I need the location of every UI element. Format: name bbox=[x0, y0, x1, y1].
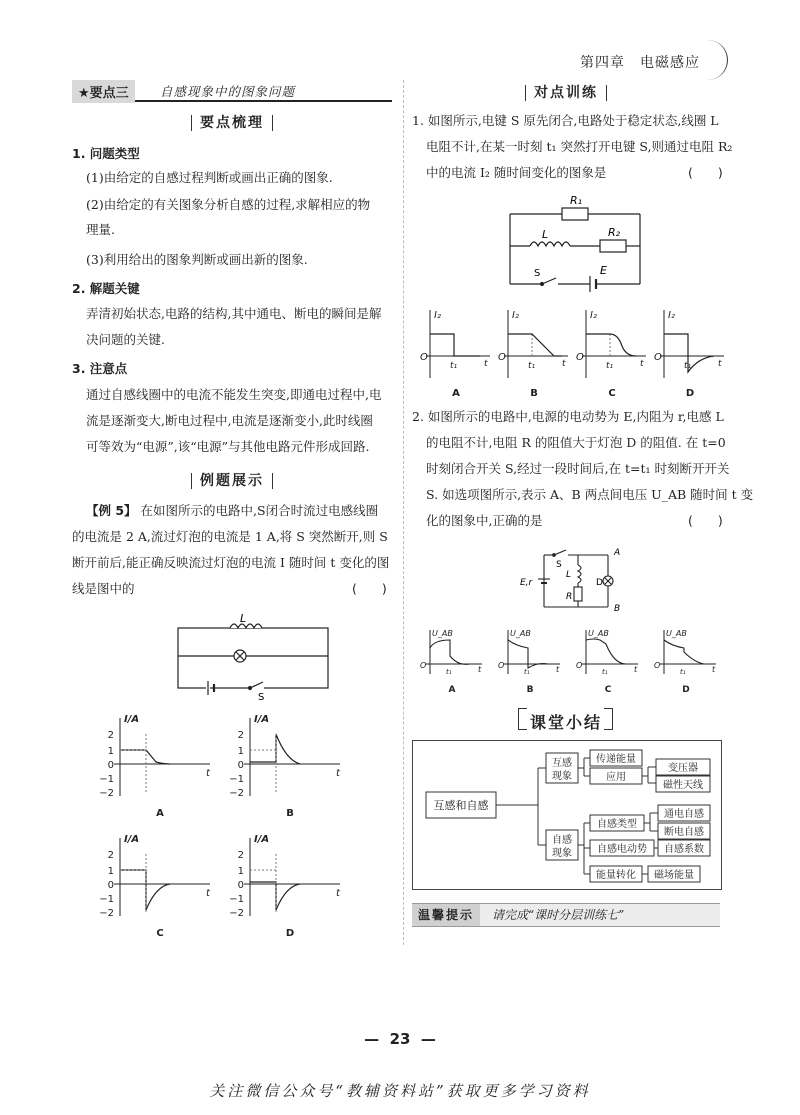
q2-graph-option: C bbox=[604, 685, 612, 695]
q2-graph-t1: t₁ bbox=[602, 668, 608, 676]
example-graph-tick: −1 bbox=[99, 894, 114, 905]
mindmap-b1-app2: 磁性天线 bbox=[663, 780, 703, 791]
example-graph-D bbox=[229, 834, 341, 939]
item-3-line-2: 流是逐渐变大,断电过程中,电流是逐渐变小,此时线圈 bbox=[86, 413, 373, 428]
q2-graph-ylabel: U_AB bbox=[666, 629, 687, 638]
practice-heading-text: 对点训练 bbox=[525, 85, 607, 101]
q1-circuit-S: S bbox=[534, 268, 541, 279]
q2-graph-ylabel: U_AB bbox=[588, 629, 609, 638]
mindmap-b2-item3: 能量转化 bbox=[596, 870, 636, 881]
example-graph-tick: 1 bbox=[107, 746, 114, 757]
item-3-line-3: 可等效为“电源”,该“电源”与其他电路元件形成回路. bbox=[86, 439, 370, 454]
mindmap-b2-energy: 磁场能量 bbox=[654, 870, 694, 881]
mindmap-b2-item2: 自感电动势 bbox=[597, 844, 647, 855]
example-graph-tick: 1 bbox=[107, 866, 114, 877]
example-line-3: 断开前后,能正确反映流过灯泡的电流 I 随时间 t 变化的图 bbox=[72, 555, 390, 570]
example-graphs bbox=[100, 712, 400, 942]
example-graph-tick: −1 bbox=[99, 774, 114, 785]
q1-graph-option: B bbox=[530, 388, 538, 399]
example-graph-C bbox=[99, 834, 211, 939]
q1-circuit-R1: R₁ bbox=[570, 194, 583, 207]
q1-graph-curve bbox=[586, 334, 636, 356]
item-2-title: 2. 解题关键 bbox=[72, 281, 140, 296]
summary-bracket-right bbox=[604, 708, 613, 730]
q2-line-5: 化的图象中,正确的是 bbox=[426, 513, 543, 528]
example-graph-tick: 1 bbox=[237, 746, 244, 757]
example-graph-tick: −2 bbox=[99, 908, 114, 919]
example-graph-option: B bbox=[286, 808, 294, 819]
q2-graph-D bbox=[654, 629, 716, 695]
item-1-line-3: 理量. bbox=[86, 222, 115, 237]
q2-line-2: 的电阻不计,电阻 R 的阻值大于灯泡 D 的阻值. 在 t=0 bbox=[426, 435, 726, 450]
hint-text: 请完成“课时分层训练七” bbox=[492, 908, 625, 922]
q1-graph-D bbox=[654, 310, 724, 399]
example-graph-tick: 0 bbox=[107, 880, 114, 891]
item-1-title: 1. 问题类型 bbox=[72, 146, 140, 161]
example-graph-tick: 0 bbox=[107, 760, 114, 771]
q2-graph-B bbox=[498, 629, 560, 695]
q1-graph-t1: t₁ bbox=[528, 361, 536, 371]
hint-label: 温馨提示 bbox=[412, 904, 480, 926]
example-graph-B bbox=[229, 714, 341, 819]
chapter-title: 第四章 电磁感应 bbox=[580, 55, 700, 71]
example-graph-tick: 0 bbox=[237, 880, 244, 891]
example-circuit-S: S bbox=[258, 692, 265, 703]
q2-graph-t1: t₁ bbox=[524, 668, 530, 676]
practice-heading bbox=[412, 82, 720, 102]
summary-mindmap bbox=[412, 740, 722, 890]
example-answer-paren: ( ) bbox=[352, 581, 387, 596]
q1-graph-ylabel: I₂ bbox=[434, 310, 441, 321]
key-points-heading bbox=[72, 112, 392, 132]
example-graph-xlabel: t bbox=[336, 888, 340, 899]
mindmap-b1-app1: 变压器 bbox=[668, 763, 698, 774]
q2-graph-origin: O bbox=[654, 661, 661, 670]
mindmap-b2-item1: 自感类型 bbox=[597, 819, 637, 830]
example-text-1: 在如图所示的电路中,S闭合时流过电感线圈 bbox=[140, 503, 379, 518]
summary-heading bbox=[412, 710, 720, 733]
q2-graph-option: A bbox=[448, 685, 456, 695]
example-graph-tick: −1 bbox=[229, 774, 244, 785]
mindmap-branch1-l1: 互感 bbox=[552, 758, 572, 769]
mindmap-b1-item1: 传递能量 bbox=[596, 754, 636, 765]
example-graph-tick: 0 bbox=[237, 760, 244, 771]
q1-circuit-R2: R₂ bbox=[608, 226, 621, 239]
q2-circuit-E: E,r bbox=[520, 578, 533, 588]
q2-graph-xlabel: t bbox=[556, 665, 560, 674]
examples-heading-text: 例题展示 bbox=[191, 473, 273, 489]
q1-circuit-E: E bbox=[600, 264, 607, 277]
example-graph-option: A bbox=[156, 808, 164, 819]
example-graph-tick: −2 bbox=[99, 788, 114, 799]
q2-circuit-R: R bbox=[566, 592, 573, 602]
q1-graph-origin: O bbox=[420, 352, 428, 363]
item-3-line-1: 通过自感线圈中的电流不能发生突变,即通电过程中,电 bbox=[86, 387, 382, 402]
example-graph-tick: 2 bbox=[237, 850, 244, 861]
mindmap-root: 互感和自感 bbox=[433, 799, 489, 812]
example-graph-curve bbox=[250, 734, 300, 764]
item-1-line-1: (1)由给定的自感过程判断或画出正确的图象. bbox=[86, 170, 333, 185]
mindmap-b2-type2: 断电自感 bbox=[664, 827, 704, 838]
q2-graph-origin: O bbox=[576, 661, 583, 670]
example-graph-xlabel: t bbox=[206, 888, 210, 899]
item-1-line-4: (3)利用给出的图象判断或画出新的图象. bbox=[86, 252, 308, 267]
example-graph-curve bbox=[250, 882, 300, 910]
q2-graph-option: D bbox=[682, 685, 690, 695]
q1-graph-option: C bbox=[608, 388, 616, 399]
q2-line-1: 2. 如图所示的电路中,电源的电动势为 E,内阻为 r,电感 L bbox=[412, 409, 724, 424]
section-badge: ★要点三 bbox=[72, 80, 135, 103]
page-number: — 23 — bbox=[364, 1030, 436, 1048]
summary-heading-text: 课堂小结 bbox=[529, 713, 602, 732]
examples-heading bbox=[72, 470, 392, 490]
q1-graph-xlabel: t bbox=[718, 359, 722, 369]
q1-line-1: 1. 如图所示,电键 S 原先闭合,电路处于稳定状态,线圈 L bbox=[412, 113, 719, 128]
example-circuit-L: L bbox=[240, 612, 247, 625]
example-circuit-diagram bbox=[170, 610, 340, 703]
item-2-line-2: 决问题的关键. bbox=[86, 332, 165, 347]
q2-graph-xlabel: t bbox=[634, 665, 638, 674]
q1-graph-origin: O bbox=[576, 352, 584, 363]
q1-line-3: 中的电流 I₂ 随时间变化的图象是 bbox=[426, 165, 607, 180]
q1-graph-option: D bbox=[685, 388, 695, 399]
example-graph-tick: 1 bbox=[237, 866, 244, 877]
q1-graph-origin: O bbox=[498, 352, 506, 363]
q1-graph-xlabel: t bbox=[484, 359, 488, 369]
item-3-title: 3. 注意点 bbox=[72, 361, 128, 376]
q2-graph-t1: t₁ bbox=[446, 668, 452, 676]
q1-graph-xlabel: t bbox=[640, 359, 644, 369]
q2-graph-curve bbox=[664, 640, 704, 664]
q1-graph-t1: t₁ bbox=[606, 361, 614, 371]
column-divider bbox=[403, 80, 404, 945]
example-graph-A bbox=[99, 714, 211, 819]
q1-graph-xlabel: t bbox=[562, 359, 566, 369]
example-label: 【例 5】 bbox=[86, 503, 137, 518]
q2-circuit-diagram bbox=[518, 545, 628, 615]
mindmap-branch2-l2: 现象 bbox=[552, 848, 572, 859]
q1-graph-A bbox=[420, 310, 490, 399]
example-graph-ylabel: I/A bbox=[124, 834, 140, 845]
q2-circuit-A: A bbox=[614, 548, 621, 558]
section-title: 自感现象中的图象问题 bbox=[160, 84, 296, 99]
summary-bracket-left bbox=[518, 708, 527, 730]
mindmap-b1-item2: 应用 bbox=[606, 772, 626, 783]
example-graph-tick: −2 bbox=[229, 908, 244, 919]
q2-answer-paren: ( ) bbox=[688, 513, 723, 528]
q1-graph-option: A bbox=[452, 388, 460, 399]
example-graph-tick: 2 bbox=[107, 730, 114, 741]
example-graph-ylabel: I/A bbox=[124, 714, 140, 725]
q2-line-3: 时刻闭合开关 S,经过一段时间后,在 t=t₁ 时刻断开开关 bbox=[426, 461, 730, 476]
example-graph-option: C bbox=[156, 928, 164, 939]
example-graph-tick: 2 bbox=[107, 850, 114, 861]
q1-graph-ylabel: I₂ bbox=[668, 310, 675, 321]
q2-graph-xlabel: t bbox=[712, 665, 716, 674]
q1-graph-curve bbox=[430, 334, 480, 356]
page-number-value: 23 bbox=[389, 1030, 411, 1048]
q1-graph-C bbox=[576, 310, 646, 399]
q1-circuit-diagram bbox=[500, 192, 650, 292]
q2-graph-C bbox=[576, 629, 638, 695]
q2-line-4: S. 如选项图所示,表示 A、B 两点间电压 U_AB 随时间 t 变 bbox=[426, 487, 754, 502]
q2-graph-ylabel: U_AB bbox=[510, 629, 531, 638]
q1-graph-B bbox=[498, 310, 568, 399]
example-graph-ylabel: I/A bbox=[254, 714, 270, 725]
example-graph-curve bbox=[120, 750, 170, 764]
item-1-line-2: (2)由给定的有关图象分析自感的过程,求解相应的物 bbox=[86, 197, 371, 212]
q2-graph-curve bbox=[430, 640, 470, 664]
q1-graph-origin: O bbox=[654, 352, 662, 363]
q2-circuit-D: D bbox=[596, 578, 603, 588]
item-2-line-1: 弄清初始状态,电路的结构,其中通电、断电的瞬间是解 bbox=[86, 306, 382, 321]
example-graph-ylabel: I/A bbox=[254, 834, 270, 845]
mindmap-b2-coef: 自感系数 bbox=[664, 844, 704, 855]
example-graph-xlabel: t bbox=[336, 768, 340, 779]
q1-graph-curve bbox=[508, 334, 562, 356]
example-line-2: 的电流是 2 A,流过灯泡的电流是 1 A,将 S 突然断开,则 S bbox=[72, 529, 388, 544]
q2-circuit-B: B bbox=[614, 604, 621, 614]
q2-circuit-S: S bbox=[556, 560, 562, 570]
example-graph-tick: −1 bbox=[229, 894, 244, 905]
mindmap-branch2-l1: 自感 bbox=[552, 835, 572, 846]
chapter-bracket bbox=[707, 40, 728, 80]
q2-graphs bbox=[420, 626, 720, 696]
q1-graph-t1: t₁ bbox=[684, 361, 692, 371]
q1-graph-ylabel: I₂ bbox=[590, 310, 597, 321]
example-graph-xlabel: t bbox=[206, 768, 210, 779]
q2-graph-origin: O bbox=[420, 661, 427, 670]
example-graph-curve bbox=[120, 870, 170, 910]
q2-graph-t1: t₁ bbox=[680, 668, 686, 676]
q2-circuit-L: L bbox=[566, 570, 572, 580]
q2-graph-ylabel: U_AB bbox=[432, 629, 453, 638]
q2-graph-A bbox=[420, 629, 482, 695]
q2-graph-curve bbox=[586, 639, 626, 664]
section-header bbox=[72, 80, 392, 102]
hint-bar bbox=[412, 903, 720, 927]
q1-circuit-L: L bbox=[542, 228, 549, 241]
q1-graph-t1: t₁ bbox=[450, 361, 458, 371]
example-graph-option: D bbox=[285, 928, 295, 939]
example-graph-tick: −2 bbox=[229, 788, 244, 799]
example-graph-tick: 2 bbox=[237, 730, 244, 741]
q1-answer-paren: ( ) bbox=[688, 165, 723, 180]
example-line-1 bbox=[86, 500, 378, 522]
mindmap-branch1-l2: 现象 bbox=[552, 771, 572, 782]
q2-graph-option: B bbox=[526, 685, 534, 695]
q1-graph-ylabel: I₂ bbox=[512, 310, 519, 321]
q1-line-2: 电阻不计,在某一时刻 t₁ 突然打开电键 S,则通过电阻 R₂ bbox=[426, 139, 733, 154]
q1-graphs bbox=[420, 306, 720, 402]
key-points-heading-text: 要点梳理 bbox=[191, 115, 273, 131]
example-line-4: 线是图中的 bbox=[72, 581, 135, 596]
footer-note: 关注微信公众号“教辅资料站”获取更多学习资料 bbox=[209, 1082, 591, 1100]
q2-graph-xlabel: t bbox=[478, 665, 482, 674]
q2-graph-origin: O bbox=[498, 661, 505, 670]
mindmap-b2-type1: 通电自感 bbox=[664, 809, 704, 820]
